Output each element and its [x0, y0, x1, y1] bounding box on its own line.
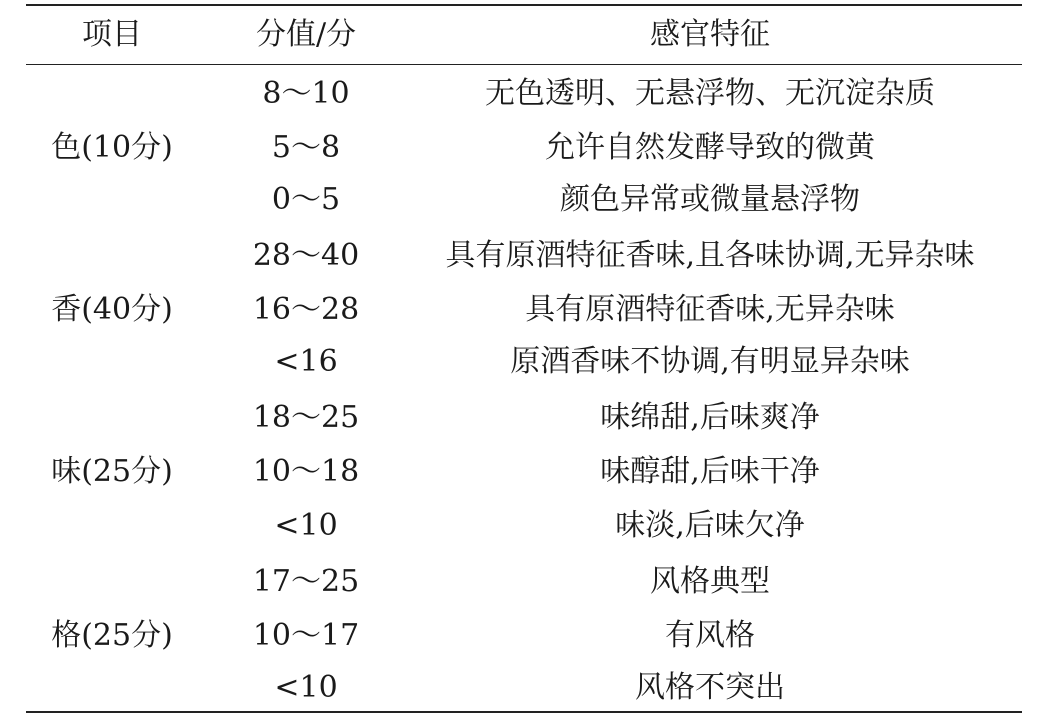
feature-cell: 味淡,后味欠净 [615, 508, 805, 543]
item-aroma: 香(40分) [51, 292, 173, 327]
header-feature: 感官特征 [650, 17, 770, 52]
feature-cell: 有风格 [665, 618, 755, 653]
score-cell: 28～40 [252, 238, 360, 273]
feature-cell: 风格不突出 [635, 670, 785, 705]
score-cell: <16 [274, 344, 338, 379]
feature-cell: 无色透明、无悬浮物、无沉淀杂质 [485, 76, 935, 111]
score-cell: 17～25 [252, 564, 360, 599]
feature-cell: 具有原酒特征香味,且各味协调,无异杂味 [445, 238, 975, 273]
score-cell: 5～8 [271, 130, 341, 165]
feature-cell: 颜色异常或微量悬浮物 [560, 182, 860, 217]
feature-cell: 味绵甜,后味爽净 [600, 400, 820, 435]
feature-cell: 允许自然发酵导致的微黄 [545, 130, 875, 165]
score-cell: 8～10 [262, 76, 350, 111]
item-taste: 味(25分) [51, 454, 173, 489]
feature-cell: 味醇甜,后味干净 [600, 454, 820, 489]
score-cell: <10 [274, 670, 338, 705]
score-cell: 16～28 [252, 292, 360, 327]
table-header-rule [26, 64, 1022, 65]
score-cell: 10～18 [252, 454, 360, 489]
table-bottom-rule [26, 711, 1022, 713]
score-cell: 18～25 [252, 400, 360, 435]
feature-cell: 风格典型 [650, 564, 770, 599]
feature-cell: 具有原酒特征香味,无异杂味 [525, 292, 895, 327]
score-cell: <10 [274, 508, 338, 543]
table-top-rule [26, 4, 1022, 6]
feature-cell: 原酒香味不协调,有明显异杂味 [510, 344, 910, 379]
item-color: 色(10分) [51, 130, 173, 165]
score-cell: 10～17 [252, 618, 360, 653]
score-cell: 0～5 [271, 182, 341, 217]
header-score: 分值/分 [255, 17, 357, 52]
header-item: 项目 [82, 17, 142, 52]
item-style: 格(25分) [51, 618, 173, 653]
